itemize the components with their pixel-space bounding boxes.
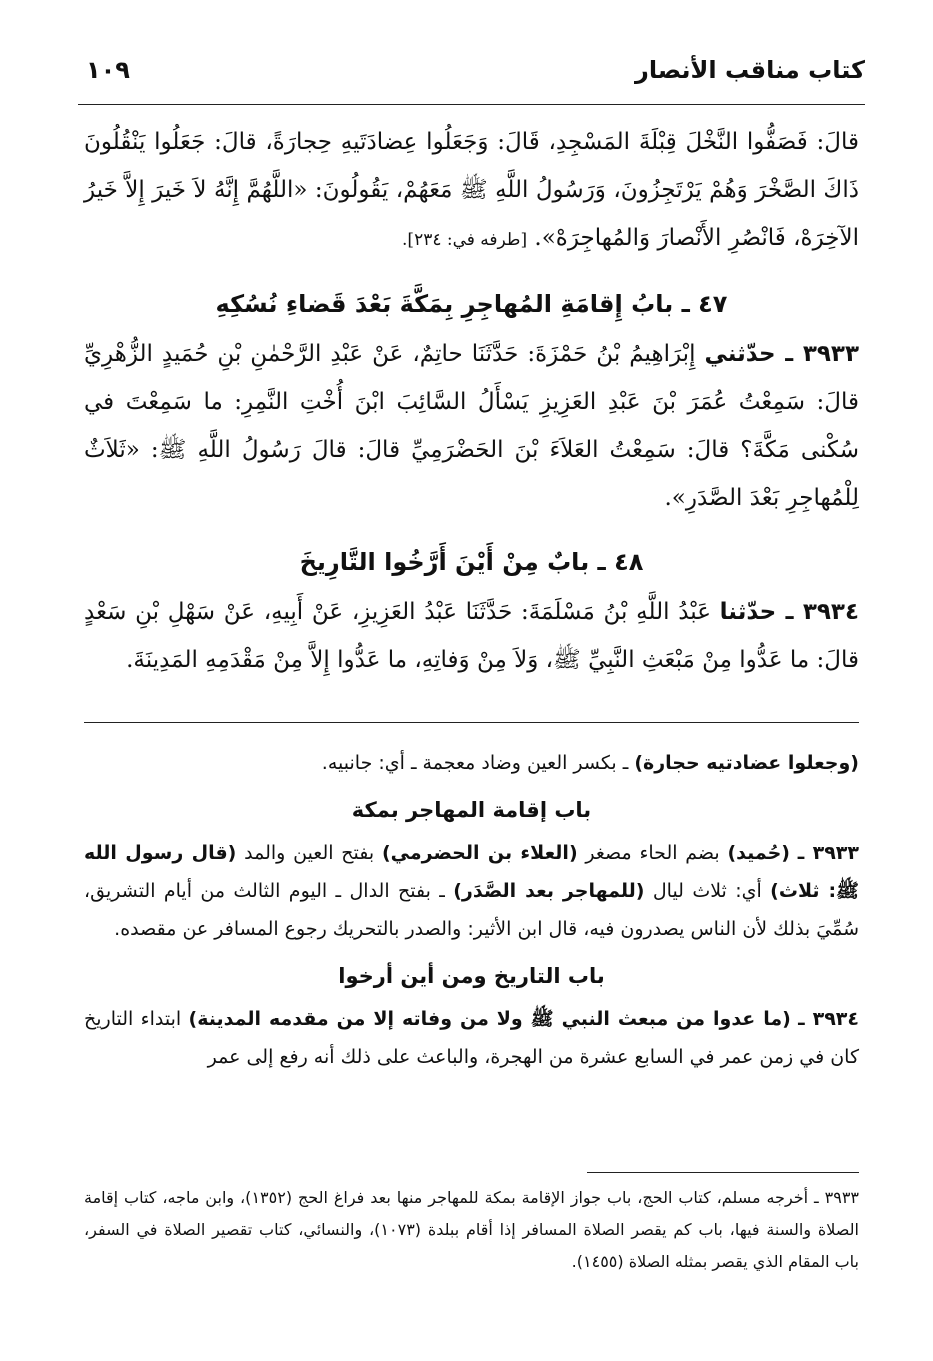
chapter-heading-48: ٤٨ ـ بابٌ مِنْ أَيْنَ أَرَّخُوا التَّارِيخَ (299, 548, 644, 576)
footnote-3933: ٣٩٣٣ ـ أخرجه مسلم، كتاب الحج، باب جواز الإقامة بمكة للمهاجر منها بعد فراغ الحج (١٣٥٢)، وابن ماجه، كتاب إقامة الصلاة والسنة فيها، باب كم يقصر الصلاة المسافر إذا أقام ببلدة (١٠٧٣)، والنسائي، كتاب تقصير الصلاة في السفر، باب المقام الذي يقصر بمثله الصلاة (١٤٥٥). (84, 1188, 859, 1271)
commentary-number: ٣٩٣٤ ـ (798, 1008, 859, 1030)
gloss-term: (وجعلوا عضادتيه حجارة) (634, 752, 859, 774)
header-divider (78, 104, 865, 105)
cross-reference: [طرفه في: ٢٣٤]. (402, 230, 528, 250)
commentary-3934 (84, 1000, 859, 1076)
commentary-text: ـ بفتح الدال ـ اليوم الثالث من أيام التشريق، سُمِّيَ بذلك لأن الناس يصدرون فيه، قال ابن الأثير: والصدر بالتحريك رجوع المسافر عن مقصده. (84, 880, 859, 940)
commentary-text: بفتح العين والمد (244, 842, 375, 864)
main-text (84, 118, 859, 684)
commentary-text: أي: ثلاث ليال (652, 880, 762, 902)
page-header (78, 52, 865, 112)
commentary-3933 (84, 834, 859, 948)
commentary-divider (84, 722, 859, 723)
commentary-text: ابتداء التاريخ كان في زمن عمر في السابع عشرة من الهجرة، والباعث على ذلك أنه رفع إلى عمر (84, 1008, 859, 1068)
gloss-text: ـ بكسر العين وضاد معجمة ـ أي: جانبيه. (321, 752, 629, 774)
commentary-term: (للمهاجر بعد الصَّدَر) (453, 880, 645, 902)
hadith-3933 (84, 330, 859, 522)
commentary-term: (حُميد) (727, 842, 790, 864)
intro-text: قالَ: فَصَفُّوا النَّخْلَ قِبْلَةَ المَسْجِدِ، قَالَ: وَجَعَلُوا عِضادَتَيهِ حِجارَةً، قالَ: جَعَلُوا يَنْقُلُونَ ذَاكَ الصَّخْرَ وَهُمْ يَرْتَجِزُونَ، وَرَسُولُ اللَّهِ ﷺ مَعَهُمْ، يَقُولُونَ: «اللَّهُمَّ إِنَّهُ لاَ خَيرَ إِلاَّ خَيرُ الآخِرَهْ، فَانْصُرِ الأَنْصارَ وَالمُهاجِرَهْ». (84, 129, 859, 251)
hadith-text: عَبْدُ اللَّهِ بْنُ مَسْلَمَةَ: حَدَّثَنَا عَبْدُ العَزِيزِ، عَنْ أَبِيهِ، عَنْ سَهْلِ بْنِ سَعْدٍ قالَ: ما عَدُّوا مِنْ مَبْعَثِ النَّبِيِّ ﷺ، وَلاَ مِنْ وَفاتِهِ، ما عَدُّوا إِلاَّ مِنْ مَقْدَمِهِ المَدِينَةَ. (84, 599, 859, 673)
commentary-text: بضم الحاء مصغر (585, 842, 720, 864)
commentary-heading-1: باب إقامة المهاجر بمكة (351, 798, 592, 822)
page-number: ١٠٩ (86, 56, 130, 84)
commentary-term: (العلاء بن الحضرمي) (381, 842, 578, 864)
hadith-number: ٣٩٣٤ ـ حدّثنا (719, 599, 860, 625)
hadith-text: إِبْرَاهِيمُ بْنُ حَمْزَةَ: حَدَّثَنَا حاتِمٌ، عَنْ عَبْدِ الرَّحْمٰنِ بْنِ حُمَيدٍ الزُّهْرِيِّ قالَ: سَمِعْتُ عُمَرَ بْنَ عَبْدِ العَزِيزِ يَسْأَلُ السَّائِبَ ابْنَ أُخْتِ النَّمِرِ: ما سَمِعْتَ في سُكْنى مَكَّةَ؟ قالَ: سَمِعْتُ العَلاَءَ بْنَ الحَضْرَمِيِّ قالَ: قالَ رَسُولُ اللَّهِ ﷺ: «ثَلاَثٌ لِلْمُهاجِرِ بَعْدَ الصَّدَرِ». (84, 341, 859, 511)
commentary-term: (ما عدوا من مبعث النبي ﷺ ولا من وفاته إلا من مقدمه المدينة) (188, 1008, 791, 1030)
commentary-heading-2: باب التاريخ ومن أين أرخوا (338, 964, 605, 988)
commentary-number: ٣٩٣٣ ـ (797, 842, 859, 864)
commentary-term: (قال رسول الله ﷺ: ثلاث) (84, 842, 860, 902)
footnote-section (84, 1182, 859, 1278)
hadith-3934 (84, 588, 859, 684)
footnote-divider (587, 1172, 859, 1173)
hadith-number: ٣٩٣٣ ـ حدّثني (704, 341, 859, 367)
commentary-section (84, 744, 859, 1076)
intro-paragraph (84, 118, 859, 264)
chapter-heading-47: ٤٧ ـ بابُ إِقامَةِ المُهاجِرِ بِمَكَّةَ بَعْدَ قَضاءِ نُسُكِهِ (215, 290, 728, 318)
running-head-title: كتاب مناقب الأنصار (635, 56, 865, 84)
commentary-gloss (84, 744, 859, 782)
